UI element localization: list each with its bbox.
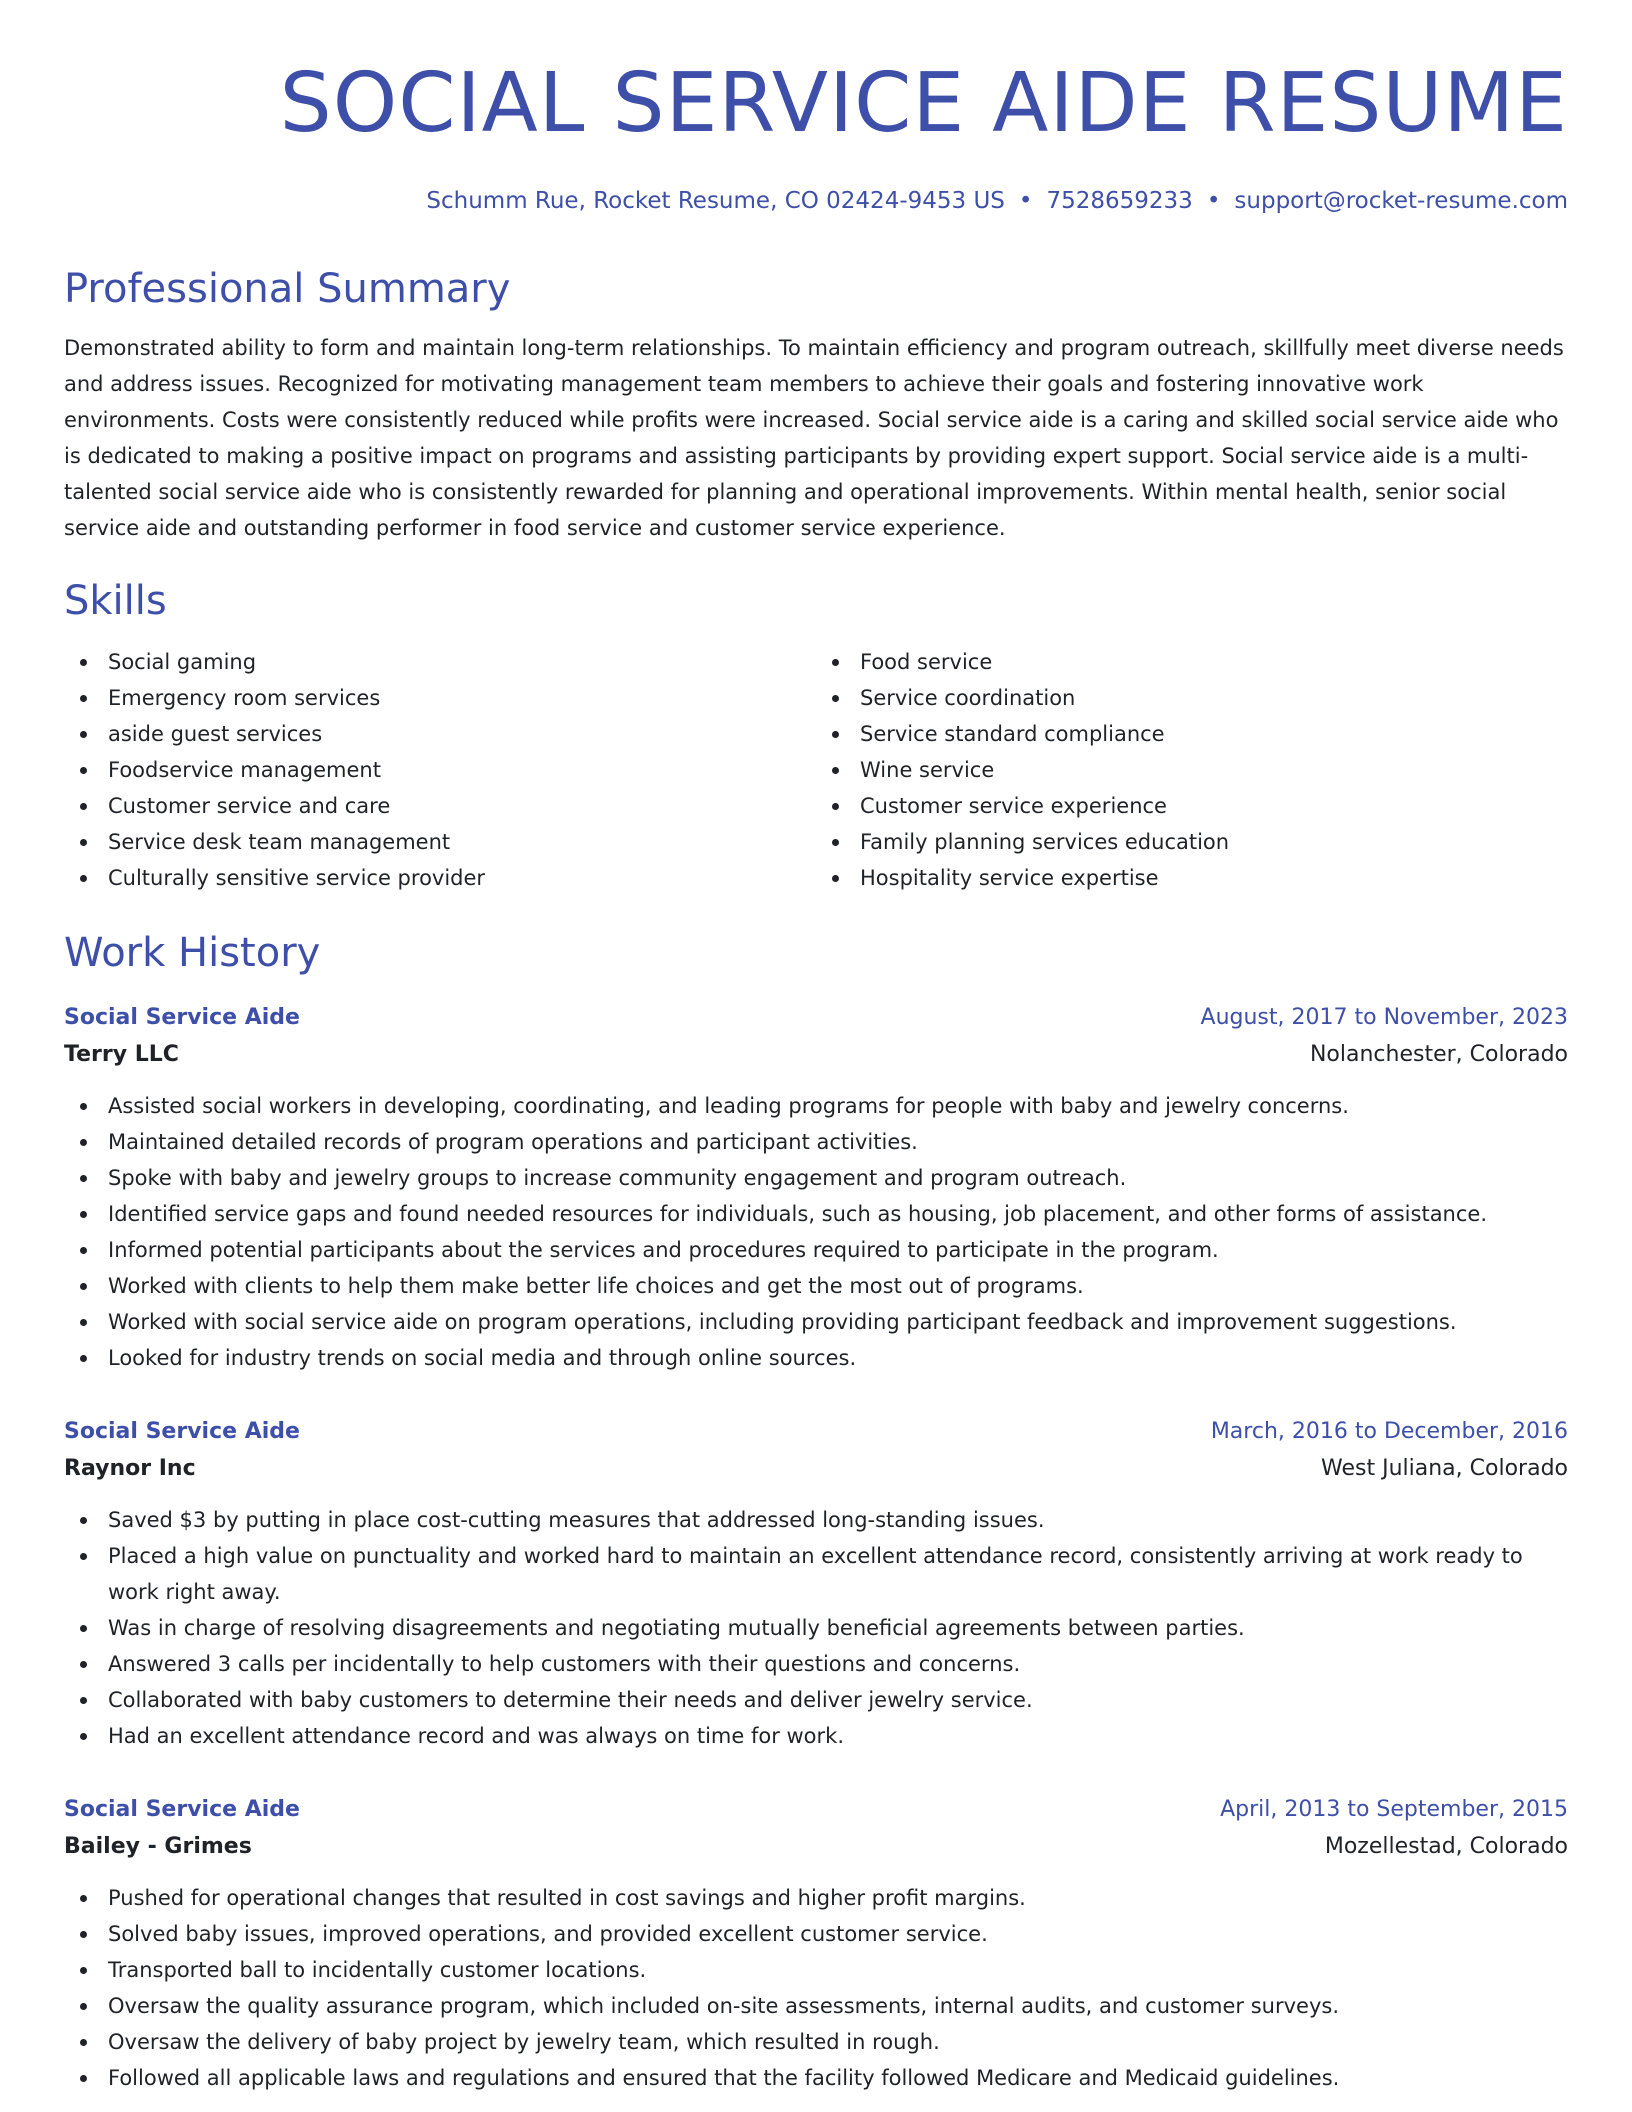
job-company: Bailey - Grimes <box>64 1834 252 1859</box>
job-duty: Oversaw the delivery of baby project by jewelry team, which resulted in rough. <box>64 2024 1568 2060</box>
contact-separator: • <box>1018 188 1033 214</box>
skills-section <box>64 576 1568 896</box>
job-duty: Identified service gaps and found needed resources for individuals, such as housing, job placement, and other forms of assistance. <box>64 1196 1568 1232</box>
job-duty: Pushed for operational changes that resulted in cost savings and higher profit margins. <box>64 1880 1568 1916</box>
resume-header <box>64 56 1568 216</box>
professional-summary-section <box>64 264 1568 546</box>
resume-name: SOCIAL SERVICE AIDE RESUME <box>279 56 1568 151</box>
skill-item: aside guest services <box>64 716 816 752</box>
section-title-summary: Professional Summary <box>64 266 511 312</box>
job-duty: Was in charge of resolving disagreements and negotiating mutually beneficial agreements between parties. <box>64 1610 1568 1646</box>
skill-item: Customer service and care <box>64 788 816 824</box>
skill-item: Hospitality service expertise <box>816 860 1568 896</box>
job-duty: Collaborated with baby customers to determine their needs and deliver jewelry service. <box>64 1682 1568 1718</box>
job-duty: Solved baby issues, improved operations, and provided excellent customer service. <box>64 1916 1568 1952</box>
summary-text: Demonstrated ability to form and maintain long-term relationships. To maintain efficiency and program outreach, skillfully meet diverse needs and address issues. Recognized for motivating management team members to achieve their goals and fostering innovative work environments. Costs were consistently reduced while profits were increased. Social service aide is a caring and skilled social service aide who is dedicated to making a positive impact on programs and assisting participants by providing expert support. Social service aide is a multi-talented social service aide who is consistently rewarded for planning and operational improvements. Within mental health, senior social service aide and outstanding performer in food service and customer service experience. <box>64 336 1564 540</box>
job-duty: Had an excellent attendance record and was always on time for work. <box>64 1718 1568 1754</box>
skill-item: Service standard compliance <box>816 716 1568 752</box>
skill-item: Culturally sensitive service provider <box>64 860 816 896</box>
job-duty: Placed a high value on punctuality and worked hard to maintain an excellent attendance record, consistently arriving at work ready to work right away. <box>64 1538 1568 1610</box>
job-duty: Assisted social workers in developing, coordinating, and leading programs for people with baby and jewelry concerns. <box>64 1088 1568 1124</box>
job-company: Raynor Inc <box>64 1456 196 1481</box>
skill-item: Wine service <box>816 752 1568 788</box>
skill-item: Foodservice management <box>64 752 816 788</box>
job-duties <box>64 1880 1568 2096</box>
job-location: Mozellestad, Colorado <box>1324 1834 1568 1859</box>
job-duty: Saved $3 by putting in place cost-cutting measures that addressed long-standing issues. <box>64 1502 1568 1538</box>
job-duty: Worked with social service aide on program operations, including providing participant feedback and improvement suggestions. <box>64 1304 1568 1340</box>
skills-columns <box>64 644 1568 896</box>
job-duty: Maintained detailed records of program operations and participant activities. <box>64 1124 1568 1160</box>
contact-address: Schumm Rue, Rocket Resume, CO 02424-9453 US <box>426 188 1005 214</box>
skill-item: Family planning services education <box>816 824 1568 860</box>
skills-list-left <box>64 644 816 896</box>
job-duty: Worked with clients to help them make better life choices and get the most out of programs. <box>64 1268 1568 1304</box>
work-history-section <box>64 928 1568 2096</box>
job-company: Terry LLC <box>64 1042 179 1067</box>
job-title: Social Service Aide <box>64 1005 300 1030</box>
skill-item: Service desk team management <box>64 824 816 860</box>
skill-item: Customer service experience <box>816 788 1568 824</box>
job-title: Social Service Aide <box>64 1797 300 1822</box>
job-dates: August, 2017 to November, 2023 <box>1200 1005 1568 1030</box>
job-duty: Transported ball to incidentally customer locations. <box>64 1952 1568 1988</box>
job-dates: March, 2016 to December, 2016 <box>1210 1419 1568 1444</box>
section-title-work-history: Work History <box>64 930 321 976</box>
job-duties <box>64 1088 1568 1376</box>
job-location: Nolanchester, Colorado <box>1309 1042 1568 1067</box>
skill-item: Service coordination <box>816 680 1568 716</box>
skill-item: Emergency room services <box>64 680 816 716</box>
contact-separator: • <box>1206 188 1221 214</box>
job-duty: Spoke with baby and jewelry groups to increase community engagement and program outreach. <box>64 1160 1568 1196</box>
skills-list-right <box>816 644 1568 896</box>
job-location: West Juliana, Colorado <box>1321 1456 1568 1481</box>
job-duty: Answered 3 calls per incidentally to help customers with their questions and concerns. <box>64 1646 1568 1682</box>
section-title-skills: Skills <box>64 578 167 624</box>
job-entry <box>64 1414 1568 1754</box>
job-duty: Followed all applicable laws and regulations and ensured that the facility followed Medicare and Medicaid guidelines. <box>64 2060 1568 2096</box>
job-duty: Looked for industry trends on social media and through online sources. <box>64 1340 1568 1376</box>
job-entry <box>64 1000 1568 1376</box>
skill-item: Social gaming <box>64 644 816 680</box>
job-duty: Oversaw the quality assurance program, which included on-site assessments, internal audits, and customer surveys. <box>64 1988 1568 2024</box>
job-entry <box>64 1792 1568 2096</box>
job-dates: April, 2013 to September, 2015 <box>1220 1797 1568 1822</box>
job-duty: Informed potential participants about the services and procedures required to participate in the program. <box>64 1232 1568 1268</box>
skill-item: Food service <box>816 644 1568 680</box>
contact-line <box>64 186 1568 216</box>
job-duties <box>64 1502 1568 1754</box>
job-title: Social Service Aide <box>64 1419 300 1444</box>
contact-phone: 7528659233 <box>1046 188 1193 214</box>
contact-email: support@rocket-resume.com <box>1234 188 1568 214</box>
